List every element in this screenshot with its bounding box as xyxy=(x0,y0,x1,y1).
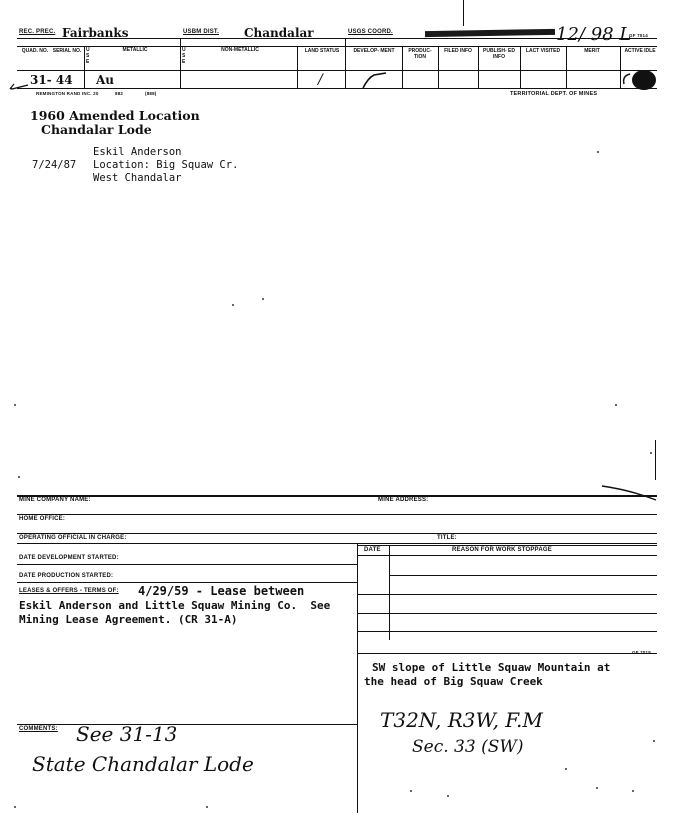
scan-speck xyxy=(262,298,264,300)
title-line-2: Chandalar Lode xyxy=(41,122,152,137)
scan-speck xyxy=(650,452,652,454)
arrow-mark-icon xyxy=(8,80,30,92)
reason-label: REASON FOR WORK STOPPAGE xyxy=(452,547,552,553)
header-vline xyxy=(438,46,439,88)
mine-address-label: MINE ADDRESS: xyxy=(378,497,429,503)
date-dev-label: DATE DEVELOPMENT STARTED: xyxy=(19,555,119,561)
location-desc-2: the head of Big Squaw Creek xyxy=(364,675,543,688)
scan-speck xyxy=(410,790,412,792)
date-prod-top-rule xyxy=(17,582,357,583)
header-vline xyxy=(478,46,479,88)
corner-swoosh xyxy=(600,478,660,508)
owner-name: Eskil Anderson xyxy=(93,146,182,158)
comments-label: COMMENTS: xyxy=(19,726,58,732)
scan-speck xyxy=(596,787,598,789)
redaction-scribble xyxy=(425,29,555,37)
usbm-dist-value: Chandalar xyxy=(244,26,314,40)
active-ink-blot xyxy=(620,68,660,92)
form-code-bottom: GF 7015 xyxy=(632,650,651,655)
quad-label: QUAD. NO. xyxy=(21,48,49,54)
scan-speck xyxy=(14,806,16,808)
stoppage-row-rule xyxy=(390,575,657,576)
date-dev-rule xyxy=(17,564,357,565)
printer-code: 882 xyxy=(115,91,124,96)
use-label: U S E xyxy=(86,47,90,65)
mine-company-label: MINE COMPANY NAME: xyxy=(19,497,91,503)
comment-handwriting-1: See 31-13 xyxy=(76,722,178,746)
rec-prec-value: Fairbanks xyxy=(62,26,129,40)
active-label: ACTIVE IDLE xyxy=(624,48,656,54)
mine-company-rule xyxy=(17,495,657,497)
scan-speck xyxy=(565,768,567,770)
header-rule-4 xyxy=(17,88,657,89)
leases-label: LEASES & OFFERS - TERMS OF: xyxy=(19,588,119,594)
location-box-rule xyxy=(357,653,657,654)
comment-handwriting-2: State Chandalar Lode xyxy=(32,752,254,776)
quad-serial-value: 31- 44 xyxy=(30,73,73,87)
operating-official-label: OPERATING OFFICIAL IN CHARGE: xyxy=(19,535,127,541)
header-vline xyxy=(297,46,298,88)
scan-speck xyxy=(206,806,208,808)
scan-speck xyxy=(597,151,599,153)
scan-mark xyxy=(463,0,464,26)
title-line-1: 1960 Amended Location xyxy=(30,108,200,123)
lease-line-1: 4/29/59 - Lease between xyxy=(138,584,305,598)
stoppage-date-divider xyxy=(389,545,390,640)
scan-speck xyxy=(232,304,234,306)
stoppage-row-rule xyxy=(357,594,657,595)
usgs-coord-handwriting: 12/ 98 L xyxy=(556,24,632,45)
scan-speck xyxy=(632,790,634,792)
location-desc-1: SW slope of Little Squaw Mountain at xyxy=(372,661,611,674)
dept-line: TERRITORIAL DEPT. OF MINES xyxy=(510,91,598,97)
operating-official-rule xyxy=(17,533,657,534)
usgs-coord-label: USGS COORD. xyxy=(348,29,393,35)
township-handwriting: T32N, R3W, F.M xyxy=(380,708,543,732)
location-line-2: West Chandalar xyxy=(93,172,182,184)
lease-line-3: Mining Lease Agreement. (CR 31-A) xyxy=(19,613,238,626)
stoppage-row-rule xyxy=(357,631,657,632)
develop-label: DEVELOP- MENT xyxy=(353,48,395,54)
metallic-label: METALLIC xyxy=(122,47,148,53)
use2-label: U S E xyxy=(182,47,186,65)
scan-speck xyxy=(653,740,655,742)
title-label: TITLE: xyxy=(437,535,457,541)
scan-speck xyxy=(615,404,617,406)
home-office-label: HOME OFFICE: xyxy=(19,516,66,522)
header-vline xyxy=(84,46,85,88)
header-vline xyxy=(180,38,181,88)
location-date: 7/24/87 xyxy=(32,159,77,171)
filed-label: FILED INFO xyxy=(444,48,472,54)
header-vline xyxy=(345,38,346,88)
printer-code2: (888) xyxy=(145,91,157,96)
section-handwriting: Sec. 33 (SW) xyxy=(412,737,524,757)
stoppage-header-rule xyxy=(357,555,657,556)
header-vline xyxy=(402,46,403,88)
header-vline xyxy=(520,46,521,88)
production-label: PRODUC- TION xyxy=(408,48,432,60)
published-label: PUBLISH- ED INFO xyxy=(483,48,515,60)
nonmetallic-label: NON-METALLIC xyxy=(221,47,259,53)
form-code-top: GF 7014 xyxy=(629,33,648,38)
scan-speck xyxy=(14,404,16,406)
printer-line: REMINGTON RAND INC. 20 xyxy=(36,91,99,96)
merit-label: MERIT xyxy=(584,48,600,54)
lease-line-2: Eskil Anderson and Little Squaw Mining Co. See xyxy=(19,599,331,612)
scan-mark xyxy=(655,440,656,480)
stoppage-top-rule xyxy=(17,543,657,544)
serial-label: SERIAL NO. xyxy=(52,48,82,54)
comments-rule xyxy=(17,724,357,725)
home-office-rule xyxy=(17,514,657,515)
land-status-label: LAND STATUS xyxy=(304,48,340,54)
date-col-label: DATE xyxy=(364,547,381,553)
scan-speck xyxy=(18,476,20,478)
usbm-dist-label: USBM DIST. xyxy=(183,29,220,35)
land-status-mark: / xyxy=(318,72,323,88)
stoppage-row-rule xyxy=(357,613,657,614)
rec-prec-label: REC. PREC. xyxy=(19,29,56,35)
metallic-value: Au xyxy=(96,73,115,87)
header-vline xyxy=(566,46,567,88)
last-visited-label: LACT VISITED xyxy=(525,48,561,54)
stoppage-double-rule xyxy=(357,545,657,546)
develop-check-mark xyxy=(360,72,390,90)
date-prod-label: DATE PRODUCTION STARTED: xyxy=(19,573,114,579)
scan-speck xyxy=(447,795,449,797)
location-line: Location: Big Squaw Cr. xyxy=(93,159,239,171)
lower-divider xyxy=(357,543,358,813)
header-rule-3 xyxy=(17,70,657,71)
